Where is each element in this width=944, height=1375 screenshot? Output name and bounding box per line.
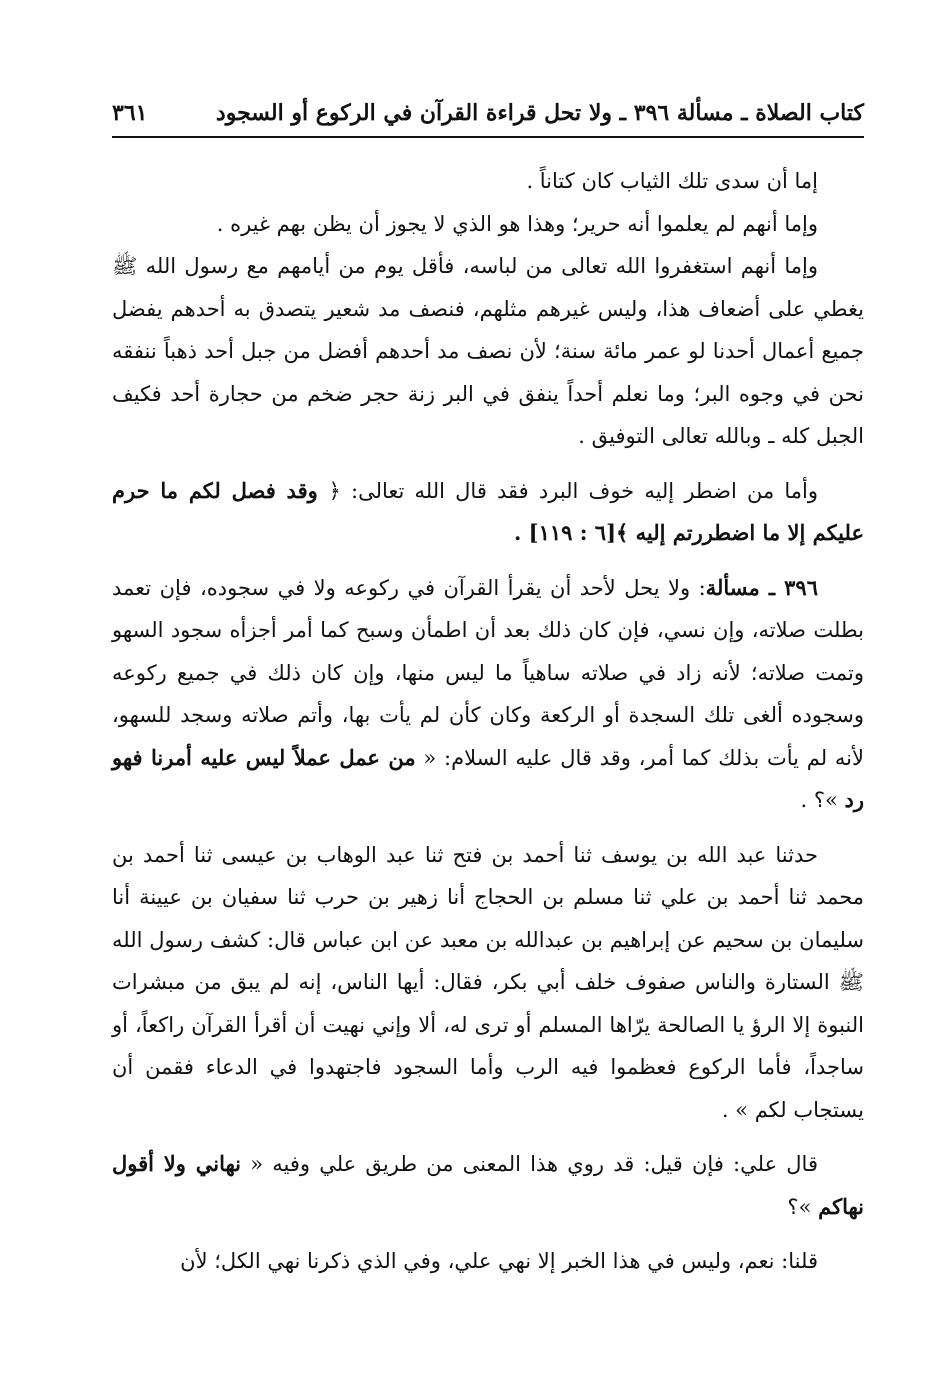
- page-body: [112, 160, 864, 1283]
- objection-intro: قال علي: فإن قيل: قد روي هذا المعنى من طريق علي وفيه «: [241, 1152, 818, 1176]
- paragraph-isnad: حدثنا عبد الله بن يوسف ثنا أحمد بن فتح ثنا عبد الوهاب بن عيسى ثنا أحمد بن محمد ثنا أحمد بن علي ثنا مسلم بن الحجاج أنا زهير بن حرب ثنا سفيان بن عيينة أنا سليمان بن سحيم عن إبراهيم بن عبدالله بن معبد عن ابن عباس قال: كشف رسول الله ﷺ الستارة والناس صفوف خلف أبي بكر، فقال: أيها الناس، إنه لم يبق من مبشرات النبوة إلا الرؤ يا الصالحة يرّاها المسلم أو ترى له، ألا وإني نهيت أن أقرأ القرآن راكعاً، أو ساجداً، فأما الركوع فعظموا فيه الرب وأما السجود فاجتهدوا في الدعاء فقمن أن يستجاب لكم » .: [112, 842, 865, 1122]
- page-number: ٣٦١: [112, 100, 148, 126]
- hadith-quote: من عمل عملاً ليس عليه أمرنا فهو رد: [112, 744, 864, 812]
- paragraph: وإما أنهم لم يعلموا أنه حرير؛ وهذا هو الذي لا يجوز أن يظن بهم غيره .: [216, 211, 818, 236]
- page-header: [112, 86, 864, 126]
- paragraph: إما أن سدى تلك الثياب كان كتاناً .: [526, 169, 818, 193]
- quote-close: »؟ .: [800, 788, 845, 812]
- paragraph-quran-quote: [112, 470, 864, 555]
- header-rule: [112, 136, 864, 138]
- objection-quote: نهاني ولا أقول نهاكم: [112, 1151, 864, 1219]
- quote-intro: وأما من اضطر إليه خوف البرد فقد قال الله تعالى: ﴿: [328, 478, 818, 503]
- masala-text: : ولا يحل لأحد أن يقرأ القرآن في ركوعه ولا في سجوده، فإن تعمد بطلت صلاته، وإن نسي، فإن كان ذلك بعد أن اطمأن وسبح كما أمر أجزأه سجود السهو وتمت صلاته؛ لأنه زاد في صلاته ساهياً ما ليس منها، وإن كان ذلك في جميع ركوعه وسجوده ألغى تلك السجدة أو الركعة وكان كأن لم يأت بها، وأتم صلاته وسجد للسهو، لأنه لم يأت بذلك كما أمر، وقد قال عليه السلام: «: [112, 575, 864, 770]
- quran-verse: وقد فصل لكم ما حرم عليكم إلا ما اضطررتم إليه: [112, 477, 864, 545]
- verse-reference: ﴾[٦ : ١١٩] .: [514, 520, 629, 545]
- paragraph-masala: [112, 567, 864, 822]
- paragraph-answer: قلنا: نعم، وليس في هذا الخبر إلا نهي علي، وفي الذي ذكرنا نهي الكل؛ لأن: [180, 1249, 818, 1273]
- masala-heading: ٣٩٦ ـ مسألة: [705, 574, 818, 600]
- quote-close: »؟: [787, 1194, 819, 1219]
- paragraph: وإما أنهم استغفروا الله تعالى من لباسه، فأقل يوم من أيامهم مع رسول الله ﷺ يغطي على أضعاف هذا، وليس غيرهم مثلهم، فنصف مد شعير يتصدق به أحدهم يفضل جميع أعمال أحدنا لو عمر مائة سنة؛ لأن نصف مد أحدهم أفضل من جبل أحد ذهباً ننفقه نحن في وجوه البر؛ وما نعلم أحداً ينفق في البر زنة حجر ضخم من حجارة أحد فكيف الجبل كله ـ وبالله تعالى التوفيق .: [112, 254, 864, 448]
- running-title: كتاب الصلاة ـ مسألة ٣٩٦ ـ ولا تحل قراءة القرآن في الركوع أو السجود: [215, 100, 864, 126]
- paragraph-objection: [112, 1143, 864, 1228]
